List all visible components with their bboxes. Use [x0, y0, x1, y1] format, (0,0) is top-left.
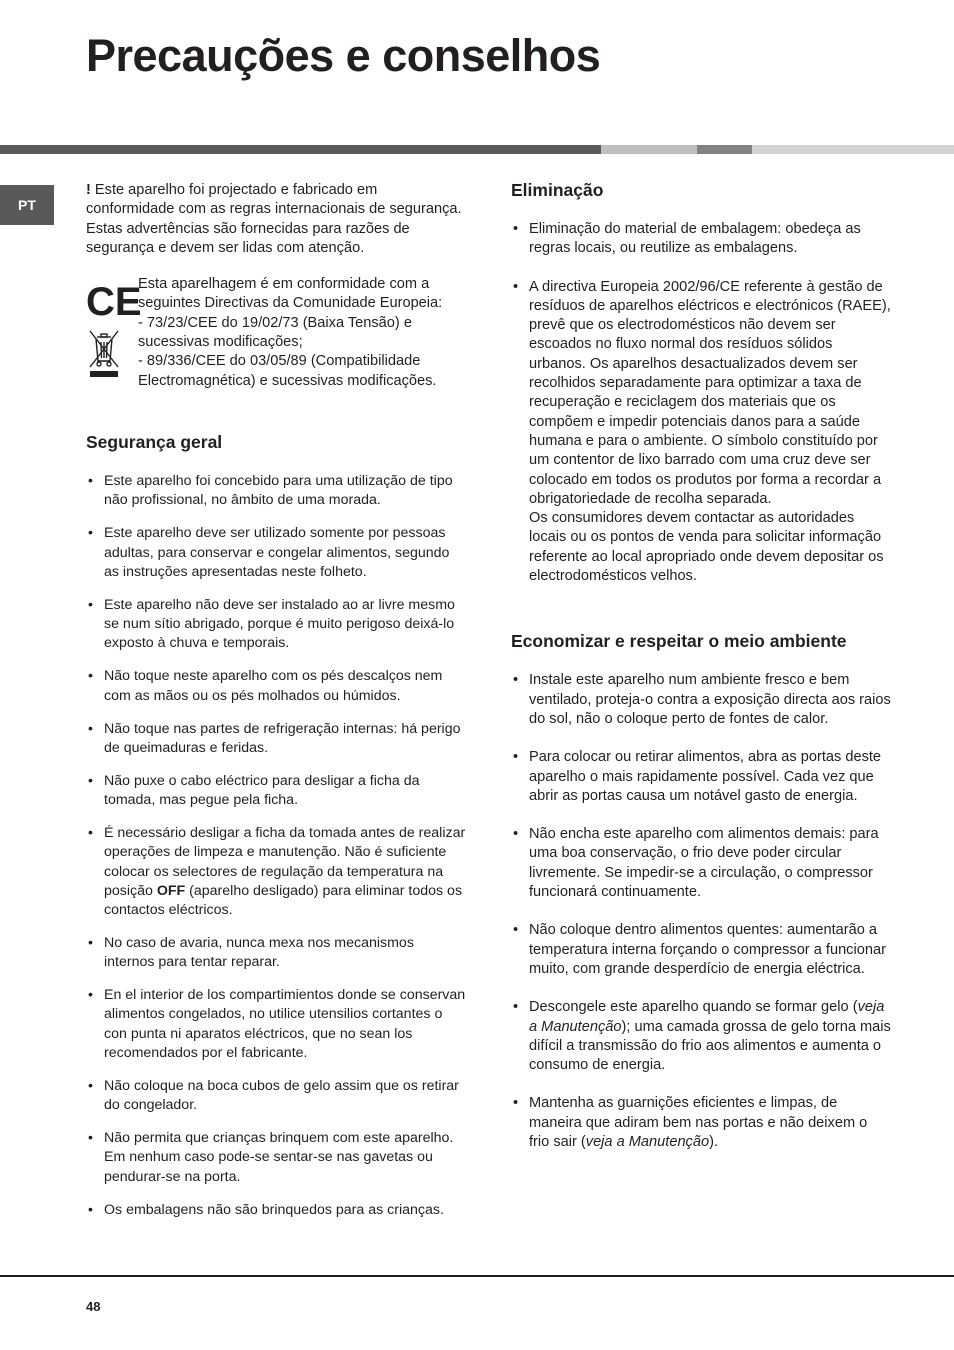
ce-mark-text: CE — [86, 280, 142, 325]
list-item: • Eliminação do material de embalagem: obedeça as regras locais, ou reutilize as embalagens. — [511, 220, 891, 259]
manutencao-reference: veja a Manutenção — [529, 999, 885, 1035]
list-item: • Não toque nas partes de refrigeração internas: há perigo de queimaduras e feridas. — [86, 720, 466, 759]
compliance-text: Esta aparelhagem é em conformidade com a seguintes Directivas da Comunidade Europeia: — [138, 276, 443, 312]
list-item: • Não encha este aparelho com alimentos demais: para uma boa conservação, o frio deve poder circular livremente. Se impedir-se a circulação, o compressor funcionará continuamente. — [511, 825, 891, 902]
right-column — [511, 181, 891, 1171]
header-bar-dark — [0, 145, 601, 154]
economizar-list — [511, 671, 891, 1152]
list-item: • Mantenha as guarnições eficientes e limpas, de maneira que adiram bem nas portas e não deixem o frio sair (veja a Manutenção). — [511, 1094, 891, 1152]
warning-mark: ! — [86, 182, 91, 198]
list-item: • Não toque neste aparelho com os pés descalços nem com as mãos ou os pés molhados ou húmidos. — [86, 667, 466, 706]
off-label: OFF — [156, 882, 186, 899]
list-item: • A directiva Europeia 2002/96/CE referente à gestão de resíduos de aparelhos eléctricos e electrónicos (RAEE), prevê que os electrodomésticos não devem ser escoados no fluxo normal dos resíduos sólidos urbanos. Os aparelhos desactualizados devem ser recolhidos separadamente para optimizar a taxa de recuperação e reciclagem dos materiais que os compõem e impedir potenciais danos para a saúde humana e para o ambiente. O símbolo constituído por um contentor de lixo barrado com uma cruz deve ser colocado em todos os produtos por forma a recordar a obrigatoriedade de recolha separada. Os consumidores devem contactar as autoridades locais ou os pontos de venda para solicitar informação referente ao local apropriado onde devem depositar os electrodomésticos velhos. — [511, 278, 891, 587]
heading-eliminacao: Eliminação — [511, 180, 604, 200]
manutencao-reference: veja a Manutenção — [585, 1133, 710, 1150]
page-title: Precauções e conselhos — [86, 30, 601, 81]
intro-text: Este aparelho foi projectado e fabricado em conformidade com as regras internacionais de segurança. Estas advertências são fornecidas para razões de segurança e devem ser lidas com atenção. — [86, 182, 462, 256]
heading-economizar: Economizar e respeitar o meio ambiente — [511, 631, 847, 652]
header-bar-pale — [752, 145, 954, 154]
compliance-block — [86, 275, 466, 395]
header-bar-mid — [697, 145, 752, 154]
list-item: • Descongele este aparelho quando se formar gelo (veja a Manutenção); uma camada grossa de gelo torna mais difícil a transmissão do frio aos alimentos e aumenta o consumo de energia. — [511, 998, 891, 1075]
heading-seguranca: Segurança geral — [86, 432, 223, 453]
list-item: • Para colocar ou retirar alimentos, abra as portas deste aparelho o mais rapidamente possível. Cada vez que abrir as portas causa um notável gasto de energia. — [511, 748, 891, 806]
list-item: • Não coloque na boca cubos de gelo assim que os retirar do congelador. — [86, 1077, 466, 1116]
list-item: • En el interior de los compartimientos donde se conservan alimentos congelados, no utilice utensilios cortantes o con punta ni aparatos eléctricos, que no sean los recomendados por el fabricante. — [86, 986, 466, 1063]
header-bar-light — [601, 145, 697, 154]
list-item: • Não coloque dentro alimentos quentes: aumentarão a temperatura interna forçando o compressor a funcionar muito, com grande desperdício de energia eléctrica. — [511, 921, 891, 979]
seguranca-list — [86, 472, 466, 1220]
crossed-bin-icon — [88, 327, 120, 379]
left-column — [86, 181, 466, 1234]
list-item: • Este aparelho deve ser utilizado somente por pessoas adultas, para conservar e congelar alimentos, segundo as instruções apresentadas neste folheto. — [86, 524, 466, 582]
list-item: • É necessário desligar a ficha da tomada antes de realizar operações de limpeza e manutenção. Não é suficiente colocar os selectores de regulação da temperatura na posição OFF (aparelho desligado) para eliminar todos os contactos eléctricos. — [86, 824, 466, 920]
list-item: • Instale este aparelho num ambiente fresco e bem ventilado, proteja-o contra a exposição directa aos raios do sol, não o coloque perto de fontes de calor. — [511, 671, 891, 729]
language-tab: PT — [0, 185, 54, 225]
list-item: • Este aparelho foi concebido para uma utilização de tipo não profissional, no âmbito de uma morada. — [86, 472, 466, 511]
list-item: • Este aparelho não deve ser instalado ao ar livre mesmo se num sítio abrigado, porque é muito perigoso deixá-lo exposto à chuva e temporais. — [86, 596, 466, 654]
directive-emc: - 89/336/CEE do 03/05/89 (Compatibilidade Electromagnética) e sucessivas modificações. — [138, 353, 437, 389]
eliminacao-list — [511, 220, 891, 586]
list-item: • Não puxe o cabo eléctrico para desligar a ficha da tomada, mas pegue pela ficha. — [86, 772, 466, 811]
intro-paragraph — [86, 181, 466, 258]
footer-rule — [0, 1275, 954, 1277]
list-item: • Os embalagens não são brinquedos para as crianças. — [86, 1201, 466, 1220]
directive-low-voltage: - 73/23/CEE do 19/02/73 (Baixa Tensão) e sucessivas modificações; — [138, 314, 412, 351]
list-item: • No caso de avaria, nunca mexa nos mecanismos internos para tentar reparar. — [86, 934, 466, 973]
page-number: 48 — [86, 1299, 101, 1314]
ce-mark-icon — [86, 280, 142, 325]
list-item: • Não permita que crianças brinquem com este aparelho. Em nenhum caso pode-se sentar-se nas gavetas ou pendurar-se na porta. — [86, 1129, 466, 1187]
